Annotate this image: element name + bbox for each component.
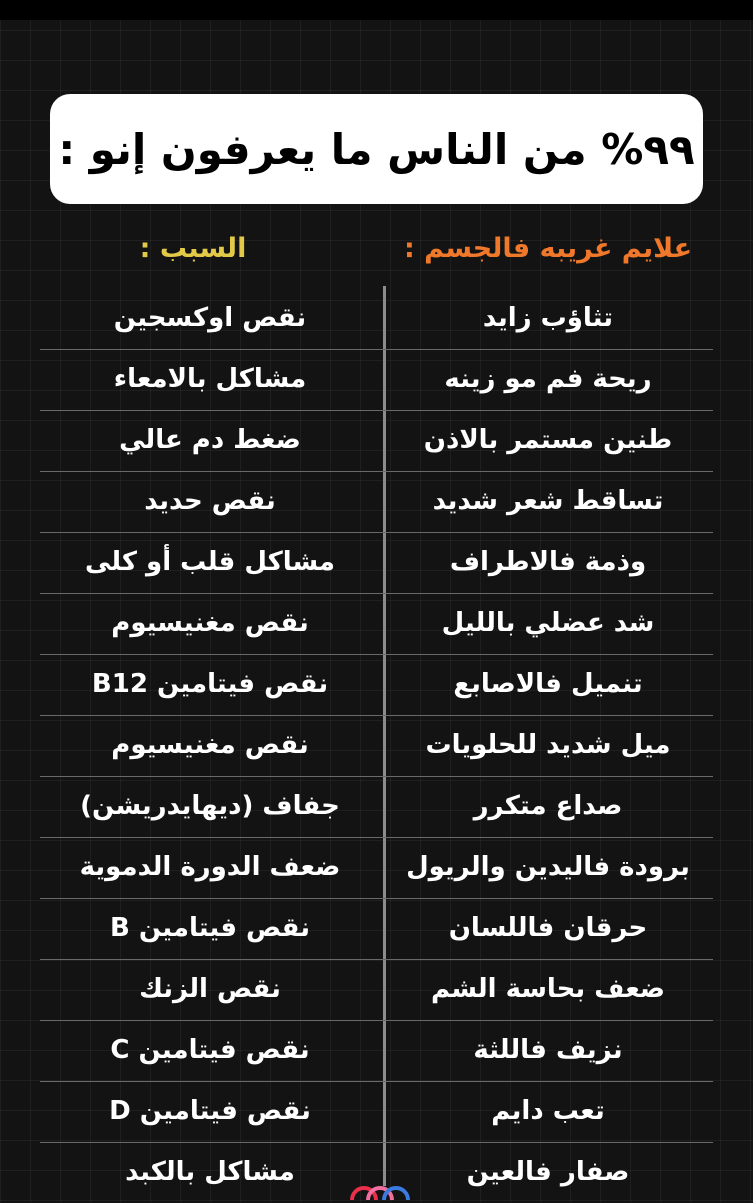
cause-column-header: السبب : [139,233,247,264]
symptom-cell: تثاؤب زايد [482,303,614,333]
cause-cell: نقص حديد [144,486,276,516]
symptom-cell: ميل شديد للحلويات [425,730,671,760]
cause-cell: ضغط دم عالي [119,425,301,455]
symptom-cell: ضعف بحاسة الشم [431,974,665,1004]
table-row [40,776,713,837]
symptom-cell: تعب دايم [491,1096,605,1126]
page-title: ٩٩% من الناس ما يعرفون إنو : [58,124,695,174]
table-row [40,1081,713,1142]
cause-cell: مشاكل بالكبد [125,1157,295,1187]
top-status-bar [0,0,753,20]
symptom-cell: صداع متكرر [473,791,623,821]
table-row [40,715,713,776]
table-row [40,410,713,471]
table-row [40,1020,713,1081]
cause-cell: نقص مغنيسيوم [111,608,309,638]
cause-cell: نقص مغنيسيوم [111,730,309,760]
symptom-column-header: علايم غريبه فالجسم : [403,233,693,264]
symptom-cell: وذمة فالاطراف [449,547,647,577]
cause-cell: مشاكل بالامعاء [113,364,307,394]
cause-cell: مشاكل قلب أو كلى [84,547,336,577]
symptom-cell: طنين مستمر بالاذن [423,425,673,455]
table-row [40,898,713,959]
symptom-cell: تساقط شعر شديد [432,486,664,516]
symptom-cell: حرقان فاللسان [448,913,648,943]
cause-cell: نقص اوكسجين [113,303,307,333]
cause-cell: نقص فيتامين D [109,1096,311,1126]
cause-cell: نقص الزنك [139,974,281,1004]
table-row [40,654,713,715]
symptom-cell: ريحة فم مو زينه [444,364,652,394]
symptom-cell: شد عضلي بالليل [441,608,655,638]
table-row [40,532,713,593]
table-row [40,959,713,1020]
table-row [40,593,713,654]
title-card [50,94,703,204]
symptom-cell: تنميل فالاصابع [453,669,643,699]
symptom-cell: نزيف فاللثة [473,1035,623,1065]
table-row [40,837,713,898]
table-row [40,349,713,410]
cause-cell: ضعف الدورة الدموية [79,852,341,882]
table-row [40,471,713,532]
column-headers [0,224,753,274]
cause-cell: نقص فيتامين B [110,913,310,943]
cause-cell: نقص فيتامين B12 [91,669,329,699]
table-row [40,288,713,349]
symptom-cell: برودة فاليدين والريول [406,852,690,882]
cause-cell: نقص فيتامين C [110,1035,310,1065]
brand-logo-icon [340,1182,420,1200]
cause-cell: جفاف (ديهايدريشن) [80,791,340,821]
symptoms-table [40,288,713,1203]
symptom-cell: صفار فالعين [466,1157,630,1187]
